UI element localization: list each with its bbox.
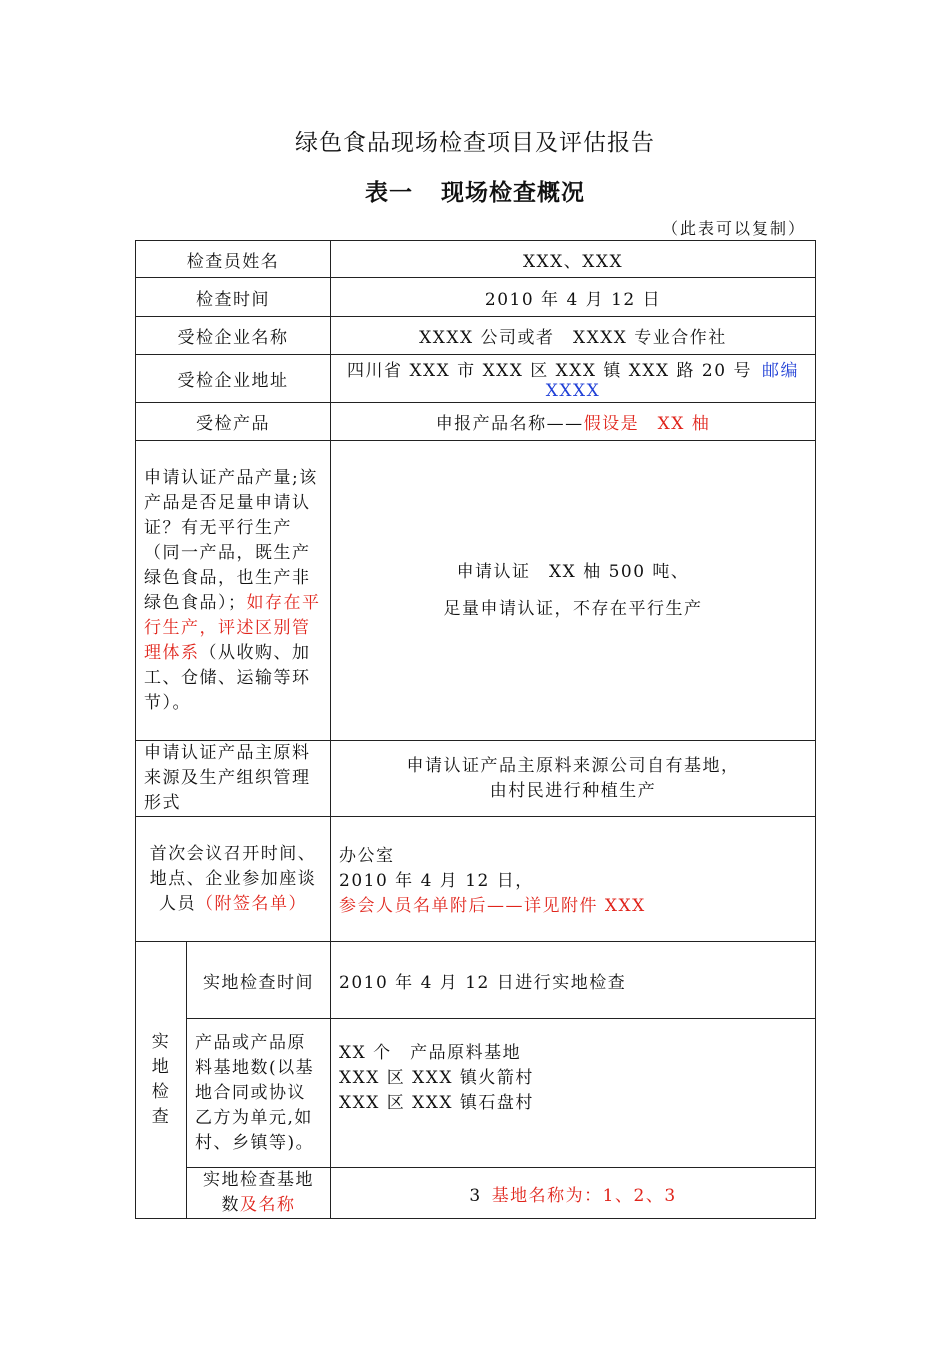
meeting-label-note: （附签名单） xyxy=(196,893,307,914)
output-value xyxy=(331,441,816,741)
document-title: 绿色食品现场检查项目及评估报告 xyxy=(295,130,655,156)
field-bases-count: XX 个 产品原料基地 xyxy=(339,1043,522,1063)
company-value: XXXX 公司或者 XXXX 专业合作社 xyxy=(331,317,816,355)
table-row xyxy=(136,1019,816,1168)
table-row xyxy=(136,741,816,817)
field-check-char: 查 xyxy=(151,1107,171,1127)
field-bases-label: 产品或产品原料基地数(以基地合同或协议乙方为单元,如村、乡镇等)。 xyxy=(187,1019,331,1168)
field-count-names: 基地名称为：1、2、3 xyxy=(491,1185,677,1206)
table-row xyxy=(136,403,816,441)
field-base-item: XXX 区 XXX 镇石盘村 xyxy=(339,1093,534,1113)
meeting-value xyxy=(331,817,816,942)
material-value-line1: 申请认证产品主原料来源公司自有基地， xyxy=(406,755,740,776)
field-bases-value xyxy=(331,1019,816,1168)
product-value xyxy=(331,403,816,441)
table-row xyxy=(136,278,816,317)
field-count-label xyxy=(187,1168,331,1219)
table-row xyxy=(136,441,816,741)
address-value xyxy=(331,355,816,403)
meeting-date: 2010 年 4 月 12 日， xyxy=(339,871,534,891)
address-label: 受检企业地址 xyxy=(136,355,331,403)
output-label-tail: （从收购、加工、仓储、运输等环节）。 xyxy=(144,642,311,713)
table-name: 现场检查概况 xyxy=(441,180,585,206)
field-check-char: 地 xyxy=(151,1057,171,1077)
copy-note: （此表可以复制） xyxy=(661,219,806,238)
field-check-group-label xyxy=(136,942,187,1219)
field-base-item: XXX 区 XXX 镇火箭村 xyxy=(339,1068,534,1088)
company-label: 受检企业名称 xyxy=(136,317,331,355)
meeting-label-text: 首次会议召开时间、地点、企业参加座谈人员 xyxy=(149,843,317,914)
inspector-label: 检查员姓名 xyxy=(136,241,331,278)
product-text: 申报产品名称—— xyxy=(435,414,584,434)
material-value-line2: 由村民进行种植生产 xyxy=(489,780,657,801)
material-label: 申请认证产品主原料来源及生产组织管理形式 xyxy=(136,741,331,817)
inspection-overview-table xyxy=(135,240,816,1219)
product-label: 受检产品 xyxy=(136,403,331,441)
output-value-line1: 申请认证 XX 柚 500 吨、 xyxy=(456,561,690,582)
field-check-char: 检 xyxy=(151,1082,171,1102)
field-time-value: 2010 年 4 月 12 日进行实地检查 xyxy=(331,942,816,1019)
field-count-label-note: 及名称 xyxy=(240,1195,296,1215)
table-number: 表一 xyxy=(365,180,413,206)
output-label-text: 申请认证产品产量;该产品是否足量申请认证？有无平行生产（同一产品，既生产绿色食品，也生产非绿色食品）； xyxy=(144,467,318,613)
table-title xyxy=(0,174,950,207)
table-row xyxy=(136,817,816,942)
meeting-label xyxy=(136,817,331,942)
meeting-place: 办公室 xyxy=(339,846,395,866)
inspector-value: XXX、XXX xyxy=(331,241,816,278)
output-label-note: 如存在平行生产，评述区别管理体系 xyxy=(144,592,321,663)
time-value: 2010 年 4 月 12 日 xyxy=(331,278,816,317)
output-value-line2: 足量申请认证，不存在平行生产 xyxy=(443,598,703,619)
table-row xyxy=(136,355,816,403)
meeting-attendees: 参会人员名单附后——详见附件 XXX xyxy=(339,896,646,916)
time-label: 检查时间 xyxy=(136,278,331,317)
field-count-label-text: 实地检查基地数 xyxy=(203,1170,314,1215)
field-count-value xyxy=(331,1168,816,1219)
table-row xyxy=(136,241,816,278)
table-row xyxy=(136,942,816,1019)
field-count-number: 3 xyxy=(469,1185,482,1206)
output-label xyxy=(136,441,331,741)
field-time-label: 实地检查时间 xyxy=(187,942,331,1019)
material-value xyxy=(331,741,816,817)
address-text: 四川省 XXX 市 XXX 区 XXX 镇 XXX 路 20 号 xyxy=(347,361,752,381)
field-check-char: 实 xyxy=(151,1032,171,1052)
postcode: 邮编 XXXX xyxy=(545,361,799,401)
product-example: 假设是 XX 柚 xyxy=(583,414,711,434)
table-row xyxy=(136,317,816,355)
table-row xyxy=(136,1168,816,1219)
